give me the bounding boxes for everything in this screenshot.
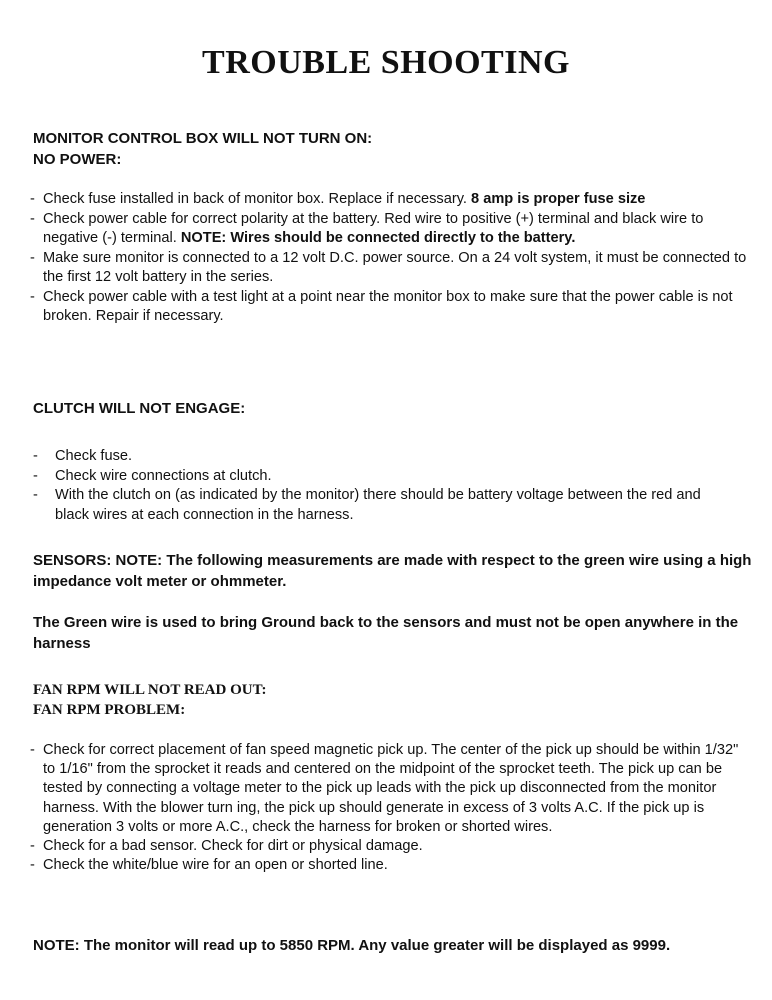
section-clutch [33,398,751,419]
list-item: - Check the white/blue wire for an open or shorted line. [30,856,750,875]
section-heading-clutch: CLUTCH WILL NOT ENGAGE: [33,400,246,417]
list-item [30,249,752,288]
section-no-power [33,128,751,170]
rpm-note-paragraph: NOTE: The monitor will read up to 5850 RPM. Any value greater will be displayed as 9999. [33,937,671,954]
list-item: - Check for a bad sensor. Check for dirt or physical damage. [30,837,750,856]
green-wire-note [33,612,753,654]
list-item: - Check for correct placement of fan speed magnetic pick up. The center of the pick up should be within 1/32" to 1/16" from the sprocket it reads and centered on the midpoint of the sprocket teeth. The pick up can be tested by connecting a voltage meter to the pick up leads with the pick up disconnected from the monitor harness. With the blower turn ing, the pick up should generate in excess of 3 volts A.C. If the pick up is generation 3 volts or more A.C., check the harness for broken or shorted wires. [30,741,750,837]
list-item [30,288,752,327]
list-item-bold: NOTE: Wires should be connected directly to the battery. [180,230,576,246]
sensors-note [33,550,753,592]
clutch-list [33,447,733,525]
section-heading-fan-rpm: FAN RPM WILL NOT READ OUT: [33,682,267,698]
section-heading-monitor: MONITOR CONTROL BOX WILL NOT TURN ON: [33,130,373,147]
section-subheading-fan-rpm: FAN RPM PROBLEM: [33,702,186,718]
list-item-text: Check power cable for correct polarity at the battery. Red wire to positive (+) terminal and black wire to negative (-) terminal. [43,210,704,246]
list-item-text: Check power cable with a test light at a point near the monitor box to make sure that the power cable is not broken. Repair if necessary. [43,288,733,324]
page-title: TROUBLE SHOOTING [202,44,570,81]
green-wire-paragraph: The Green wire is used to bring Ground back to the sensors and must not be open anywhere in the harness [33,614,739,652]
list-item: - With the clutch on (as indicated by the monitor) there should be battery voltage between the red and black wires at each connection in the harness. [33,486,733,525]
list-item-bold: 8 amp is proper fuse size [471,191,646,207]
list-item-text: Make sure monitor is connected to a 12 volt D.C. power source. On a 24 volt system, it must be connected to the first 12 volt battery in the series. [43,249,747,285]
rpm-note [33,935,753,956]
list-item: - Check wire connections at clutch. [33,467,733,487]
list-item [30,190,752,210]
section-fan-rpm [33,680,751,720]
fan-rpm-list [30,741,750,875]
list-item-text: Check fuse installed in back of monitor box. Replace if necessary. [43,191,472,207]
no-power-list [30,190,752,327]
list-item: - Check fuse. [33,447,733,467]
list-item [30,210,752,249]
section-subheading-no-power: NO POWER: [33,151,122,168]
sensors-paragraph: SENSORS: NOTE: The following measurements are made with respect to the green wire using a high impedance volt meter or ohmmeter. [33,552,752,590]
